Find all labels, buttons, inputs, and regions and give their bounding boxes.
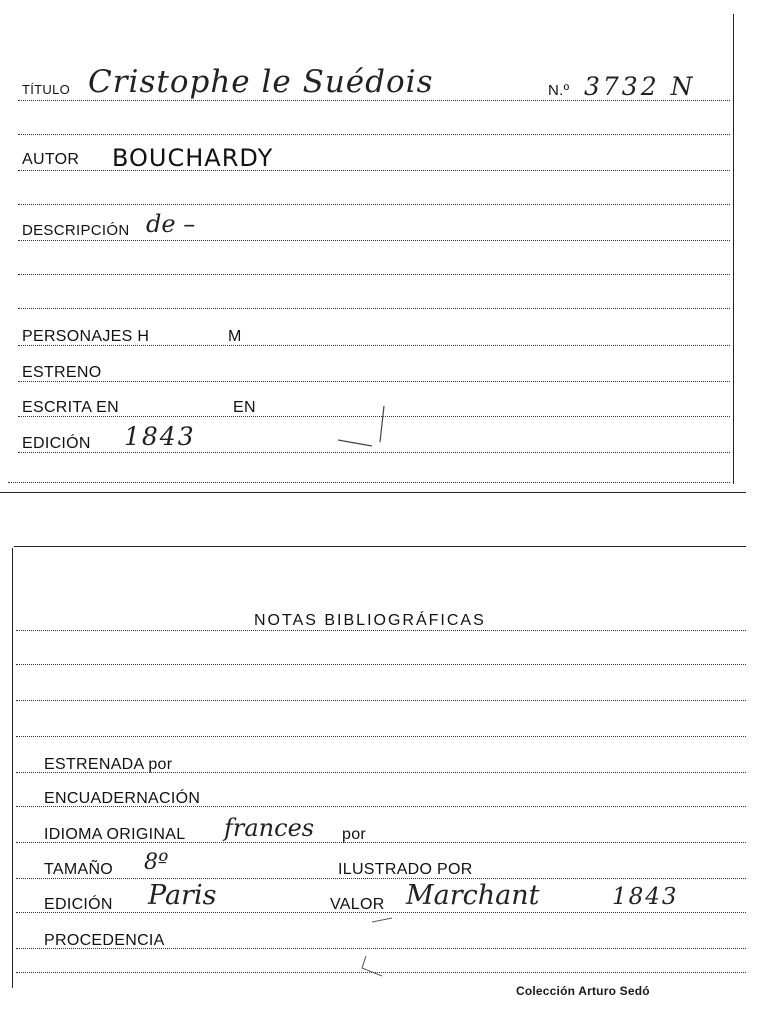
- titulo-value: Cristophe le Suédois: [88, 64, 434, 100]
- ruled-line: [16, 630, 746, 631]
- descripcion-value: de –: [146, 210, 196, 238]
- idioma-value: frances: [224, 814, 315, 842]
- ruled-line: [18, 452, 730, 453]
- personajes-h-label: PERSONAJES H: [22, 328, 150, 345]
- ruled-line: [18, 134, 730, 135]
- valor-year: 1843: [612, 884, 679, 910]
- pen-mark: [336, 402, 396, 452]
- ruled-line: [18, 204, 730, 205]
- valor-value: Marchant: [406, 880, 540, 911]
- idioma-label: IDIOMA ORIGINAL: [44, 826, 186, 843]
- pen-mark: [352, 916, 412, 980]
- collection-footer: Colección Arturo Sedó: [516, 984, 650, 998]
- tamano-label: TAMAÑO: [44, 861, 114, 878]
- ilustrado-label: ILUSTRADO POR: [338, 861, 473, 878]
- autor-value: BOUCHARDY: [112, 144, 274, 172]
- edicion-back-value: Paris: [148, 880, 217, 911]
- edicion-value: 1843: [124, 422, 196, 451]
- ruled-line: [16, 736, 746, 737]
- tamano-value: 8º: [144, 850, 169, 875]
- valor-label: VALOR: [330, 896, 385, 913]
- encuadernacion-label: ENCUADERNACIÓN: [44, 790, 201, 807]
- estreno-label: ESTRENO: [22, 364, 102, 381]
- escrita-en-label: ESCRITA EN: [22, 399, 119, 416]
- ruled-line: [8, 482, 730, 483]
- autor-label: AUTOR: [22, 151, 80, 168]
- ruled-line: [16, 664, 746, 665]
- card-back-top-edge: [14, 546, 746, 547]
- card-front-right-edge: [733, 14, 734, 484]
- por-label: por: [342, 826, 367, 843]
- ruled-line: [18, 308, 730, 309]
- escrita-en2-label: EN: [233, 399, 256, 416]
- procedencia-label: PROCEDENCIA: [44, 932, 165, 949]
- card-front-bottom-edge: [0, 492, 746, 493]
- notas-heading: NOTAS BIBLIOGRÁFICAS: [254, 612, 486, 629]
- personajes-m-label: M: [228, 328, 242, 345]
- card-back-left-edge: [12, 548, 13, 988]
- titulo-label: TÍTULO: [22, 82, 71, 97]
- ruled-line: [18, 381, 730, 382]
- edicion-label: EDICIÓN: [22, 435, 91, 452]
- edicion-back-label: EDICIÓN: [44, 896, 113, 913]
- numero-value: 3732 N: [584, 72, 696, 101]
- ruled-line: [16, 700, 746, 701]
- ruled-line: [18, 240, 730, 241]
- estrenada-label: ESTRENADA por: [44, 756, 173, 773]
- numero-label: N.º: [548, 82, 570, 99]
- ruled-line: [18, 274, 730, 275]
- descripcion-label: DESCRIPCIÓN: [22, 222, 130, 239]
